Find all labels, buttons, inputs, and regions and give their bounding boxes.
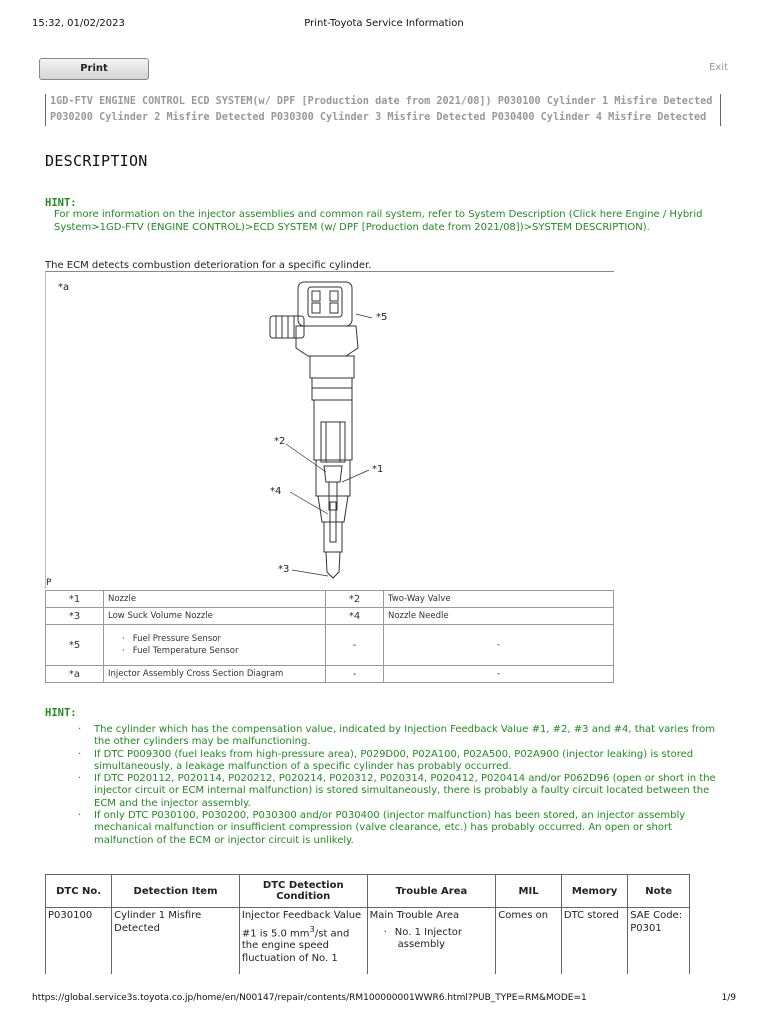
column-header: DTC No. bbox=[46, 875, 112, 908]
hint-list bbox=[78, 724, 718, 847]
legend-key: *3 bbox=[46, 608, 104, 625]
legend-key: *5 bbox=[46, 625, 104, 666]
detection-condition bbox=[239, 908, 367, 975]
figure-label-a: *a bbox=[58, 282, 70, 293]
legend-row bbox=[46, 608, 614, 625]
column-header: Trouble Area bbox=[367, 875, 496, 908]
legend-key: *1 bbox=[46, 591, 104, 608]
legend-list-item: · Fuel Temperature Sensor bbox=[136, 645, 321, 657]
column-header: Detection Item bbox=[112, 875, 240, 908]
dtc-header-row bbox=[46, 875, 690, 908]
callout-4: *4 bbox=[270, 486, 282, 497]
legend-key: - bbox=[326, 666, 384, 683]
section-title: DESCRIPTION bbox=[45, 152, 148, 170]
column-header: MIL bbox=[496, 875, 562, 908]
callout-2: *2 bbox=[274, 436, 286, 447]
column-header: Note bbox=[628, 875, 690, 908]
trouble-area bbox=[367, 908, 496, 975]
column-header: Memory bbox=[561, 875, 627, 908]
hint-list-item: · If DTC P020112, P020114, P020212, P020214, P020312, P020314, P020412, P020414 and/or P062D96 (open or short in the injector circuit or ECM internal malfunction) is stored simultaneously, there is probably a faulty circuit located between the ECM and the injector assembly. bbox=[78, 773, 718, 810]
description-text: The ECM detects combustion deterioration for a specific cylinder. bbox=[45, 260, 372, 271]
legend-key: *2 bbox=[326, 591, 384, 608]
legend-table bbox=[45, 590, 614, 683]
injector-diagram bbox=[45, 271, 614, 589]
callout-3: *3 bbox=[278, 564, 290, 575]
page-header-title: Print-Toyota Service Information bbox=[304, 18, 464, 29]
legend-value: Two-Way Valve bbox=[384, 591, 614, 608]
hint-list-item: · If DTC P009300 (fuel leaks from high-pressure area), P029D00, P02A100, P02A500, P02A900 (injector leaking) is stored simultaneously, a leakage malfunction of a specific cylinder has probably occurred. bbox=[78, 749, 718, 774]
legend-key: - bbox=[326, 625, 384, 666]
legend-row bbox=[46, 591, 614, 608]
condition-superscript: 3 bbox=[309, 923, 315, 934]
callout-1: *1 bbox=[372, 464, 384, 475]
legend-value bbox=[104, 625, 326, 666]
dtc-table bbox=[45, 874, 690, 974]
legend-value: Nozzle Needle bbox=[384, 608, 614, 625]
legend-row bbox=[46, 625, 614, 666]
condition-text: Injector Feedback Value #1 is 5.0 mm bbox=[241, 910, 362, 939]
hint-label: HINT: bbox=[45, 707, 77, 719]
callout-5: *5 bbox=[376, 312, 388, 323]
column-header: DTC Detection Condition bbox=[239, 875, 367, 908]
mil-status: Comes on bbox=[496, 908, 562, 975]
memory-status: DTC stored bbox=[561, 908, 627, 975]
hint-list-item: · If only DTC P030100, P030200, P030300 and/or P030400 (injector malfunction) has been stored, an injector assembly mechanical malfunction or insufficient compression (valve clearance, etc.) has probably occurred. An open or short malfunction of the ECM or injector circuit is unlikely. bbox=[78, 810, 718, 847]
note: SAE Code: P0301 bbox=[628, 908, 690, 975]
hint-text: For more information on the injector assemblies and common rail system, refer to System Description (Click here Engine / Hybrid System>1GD-FTV (ENGINE CONTROL)>ECD SYSTEM (w/ DPF [Production date from 2021/08])>SYSTEM DESCRIPTION). bbox=[54, 209, 703, 233]
legend-row bbox=[46, 666, 614, 683]
injector-cross-section-illustration bbox=[46, 272, 615, 590]
exit-link[interactable]: Exit bbox=[709, 62, 728, 73]
dtc-code: P030100 bbox=[46, 908, 112, 975]
footer-url: https://global.service3s.toyota.co.jp/home/en/N00147/repair/contents/RM100000001WWR6.html?PUB_TYPE=RM&MODE=1 bbox=[32, 993, 587, 1003]
legend-value: Injector Assembly Cross Section Diagram bbox=[104, 666, 326, 683]
page-number: 1/9 bbox=[721, 993, 736, 1003]
legend-value: - bbox=[384, 666, 614, 683]
detection-item: Cylinder 1 Misfire Detected bbox=[112, 908, 240, 975]
condition-text: /st and the engine speed fluctuation of No. 1 bbox=[241, 927, 350, 964]
legend-key: *a bbox=[46, 666, 104, 683]
hint-list-item: · The cylinder which has the compensation value, indicated by Injection Feedback Value #1, #2, #3 and #4, that varies from the other cylinders may be malfunctioning. bbox=[78, 724, 718, 749]
print-button[interactable]: Print bbox=[39, 58, 149, 80]
print-datetime: 15:32, 01/02/2023 bbox=[32, 18, 125, 29]
trouble-area-title: Main Trouble Area bbox=[369, 910, 460, 921]
breadcrumb: 1GD-FTV ENGINE CONTROL ECD SYSTEM(w/ DPF [Production date from 2021/08]) P030100 Cylinder 1 Misfire Detected P030200 Cylinder 2 Misfire Detected P030300 Cylinder 3 Misfire Detected P030400 Cylinder 4 Misfire Detected bbox=[45, 94, 721, 126]
legend-key: *4 bbox=[326, 608, 384, 625]
legend-list-item: · Fuel Pressure Sensor bbox=[136, 633, 321, 645]
figure-label-p: P bbox=[46, 578, 52, 588]
table-row bbox=[46, 908, 690, 975]
trouble-area-item: · No. 1 Injector assembly bbox=[398, 927, 494, 952]
legend-value: Low Suck Volume Nozzle bbox=[104, 608, 326, 625]
legend-value: Nozzle bbox=[104, 591, 326, 608]
hint-label: HINT: bbox=[45, 197, 77, 209]
legend-value: - bbox=[384, 625, 614, 666]
